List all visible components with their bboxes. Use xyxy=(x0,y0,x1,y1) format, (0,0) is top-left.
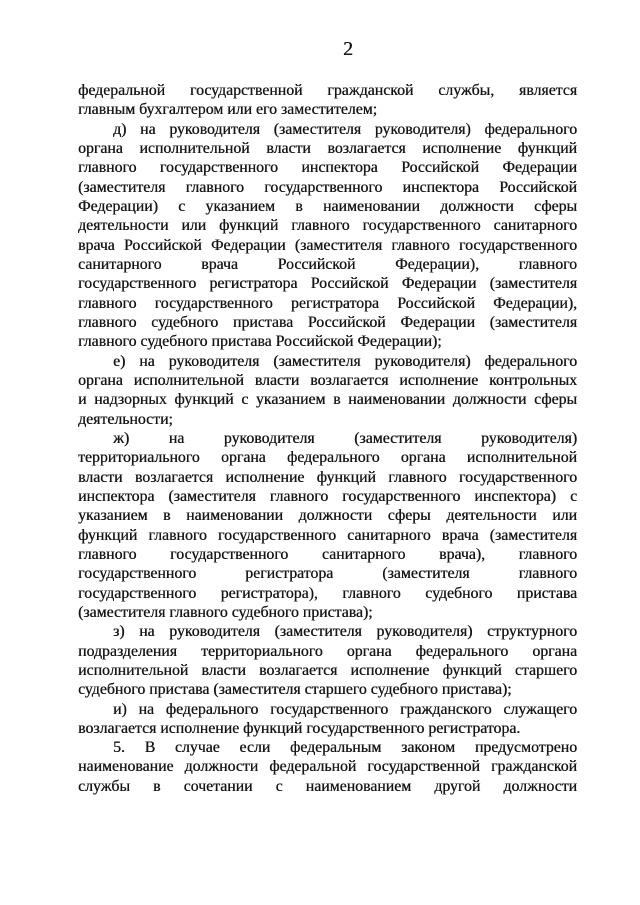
text-line: ж) на руководителя (заместителя руководителя) xyxy=(113,429,577,447)
page-number: 2 xyxy=(343,38,353,60)
text-line: врача Российской Федерации (заместителя главного государственного xyxy=(78,236,577,254)
text-line: главного государственного санитарного врача), главного xyxy=(78,545,577,563)
text-line: 5. В случае если федеральным законом предусмотрено xyxy=(113,739,577,757)
text-line: государственного регистратора), главного судебного пристава xyxy=(78,584,577,602)
text-line: службы в сочетании с наименованием другой должности xyxy=(78,777,577,795)
text-line: государственного регистратора (заместителя главного xyxy=(78,565,577,583)
text-line: исполнительной власти возлагается исполнение функций старшего xyxy=(78,661,577,679)
paragraph xyxy=(78,429,577,622)
text-line: и надзорных функций с указанием в наименовании должности сферы xyxy=(78,391,577,409)
text-line: функций главного государственного санитарного врача (заместителя xyxy=(78,526,577,544)
text-line: инспектора (заместителя главного государственного инспектора) с xyxy=(78,487,577,505)
text-line: территориального органа федерального органа исполнительной xyxy=(78,449,577,467)
text-line: судебного пристава (заместителя старшего судебного пристава); xyxy=(78,681,512,699)
text-line: деятельности; xyxy=(78,410,173,428)
paragraph xyxy=(78,81,577,120)
text-line: возлагается исполнение функций государственного регистратора. xyxy=(78,719,521,737)
text-line: органа исполнительной власти возлагается исполнение контрольных xyxy=(78,371,577,389)
text-line: главного судебного пристава Российской Федерации); xyxy=(78,333,442,351)
text-line: Федерации) с указанием в наименовании должности сферы xyxy=(78,197,577,215)
text-line: и) на федерального государственного гражданского служащего xyxy=(113,700,577,718)
text-line: государственного регистратора Российской Федерации (заместителя xyxy=(78,275,577,293)
paragraph xyxy=(78,738,577,796)
text-line: (заместителя главного государственного инспектора Российской xyxy=(78,178,577,196)
text-line: главного судебного пристава Российской Федерации (заместителя xyxy=(78,313,577,331)
text-line: органа исполнительной власти возлагается исполнение функций xyxy=(78,139,577,157)
text-line: указанием в наименовании должности сферы деятельности или xyxy=(78,507,577,525)
text-line: наименование должности федеральной государственной гражданской xyxy=(78,758,577,776)
text-line: деятельности или функций главного государственного санитарного xyxy=(78,217,577,235)
text-line: власти возлагается исполнение функций главного государственного xyxy=(78,468,577,486)
document-content xyxy=(78,81,577,796)
text-line: (заместителя главного судебного пристава); xyxy=(78,603,373,621)
text-line: д) на руководителя (заместителя руководителя) федерального xyxy=(113,120,577,138)
text-line: е) на руководителя (заместителя руководителя) федерального xyxy=(113,352,577,370)
text-line: подразделения территориального органа федерального органа xyxy=(78,642,577,660)
paragraph xyxy=(78,622,577,699)
text-line: главного государственного инспектора Российской Федерации xyxy=(78,159,577,177)
text-line: санитарного врача Российской Федерации), главного xyxy=(78,255,577,273)
text-line: з) на руководителя (заместителя руководителя) структурного xyxy=(113,623,577,641)
paragraph xyxy=(78,352,577,429)
text-line: главным бухгалтером или его заместителем; xyxy=(78,101,378,119)
paragraph xyxy=(78,120,577,352)
paragraph xyxy=(78,700,577,739)
text-line: федеральной государственной гражданской службы, является xyxy=(78,82,577,99)
text-line: главного государственного регистратора Российской Федерации), xyxy=(78,294,577,312)
